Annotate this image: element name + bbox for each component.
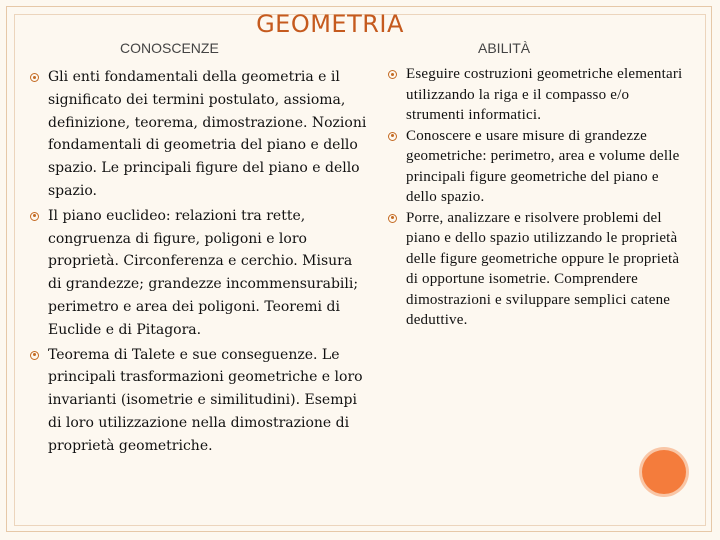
list-item-text: Conoscere e usare misure di grandezze geometriche: perimetro, area e volume delle principali figure geometriche del piano e dello spazio.: [406, 127, 680, 205]
left-column-heading: CONOSCENZE: [120, 40, 219, 56]
bullet-icon: [30, 73, 39, 82]
list-item: [388, 208, 688, 331]
bullet-icon: [388, 132, 397, 141]
list-item: [30, 344, 370, 458]
list-item: [30, 205, 370, 342]
bullet-icon: [30, 212, 39, 221]
list-item-text: Gli enti fondamentali della geometria e il significato dei termini postulato, assioma, definizione, teorema, dimostrazione. Nozioni fondamentali di geometria del piano e dello spazio. Le principali figure del piano e dello spazio.: [48, 69, 367, 199]
right-column-heading: ABILITÀ: [478, 40, 531, 56]
conoscenze-list: [30, 66, 370, 460]
bullet-icon: [30, 351, 39, 360]
bullet-icon: [388, 214, 397, 223]
list-item: [388, 126, 688, 208]
slide-title: GEOMETRIA: [256, 10, 404, 38]
bullet-icon: [388, 70, 397, 79]
list-item-text: Il piano euclideo: relazioni tra rette, congruenza di figure, poligoni e loro proprietà. Circonferenza e cerchio. Misura di grandezze; grandezze incommensurabili; perimetro e area dei poligoni. Teoremi di Euclide e di Pitagora.: [48, 207, 359, 338]
decorative-circle-icon: [642, 450, 686, 494]
list-item: [388, 64, 688, 126]
list-item-text: Porre, analizzare e risolvere problemi del piano e dello spazio utilizzando le proprietà delle figure geometriche oppure le proprietà di opportune isometrie. Comprendere dimostrazioni e sviluppare semplici catene deduttive.: [406, 209, 680, 328]
list-item-text: Eseguire costruzioni geometriche elementari utilizzando la riga e il compasso e/o strumenti informatici.: [406, 66, 683, 123]
list-item: [30, 66, 370, 203]
abilita-list: [388, 64, 688, 331]
list-item-text: Teorema di Talete e sue conseguenze. Le principali trasformazioni geometriche e loro invarianti (isometrie e similitudini). Esempi di loro utilizzazione nella dimostrazione di proprietà geometriche.: [48, 346, 363, 454]
